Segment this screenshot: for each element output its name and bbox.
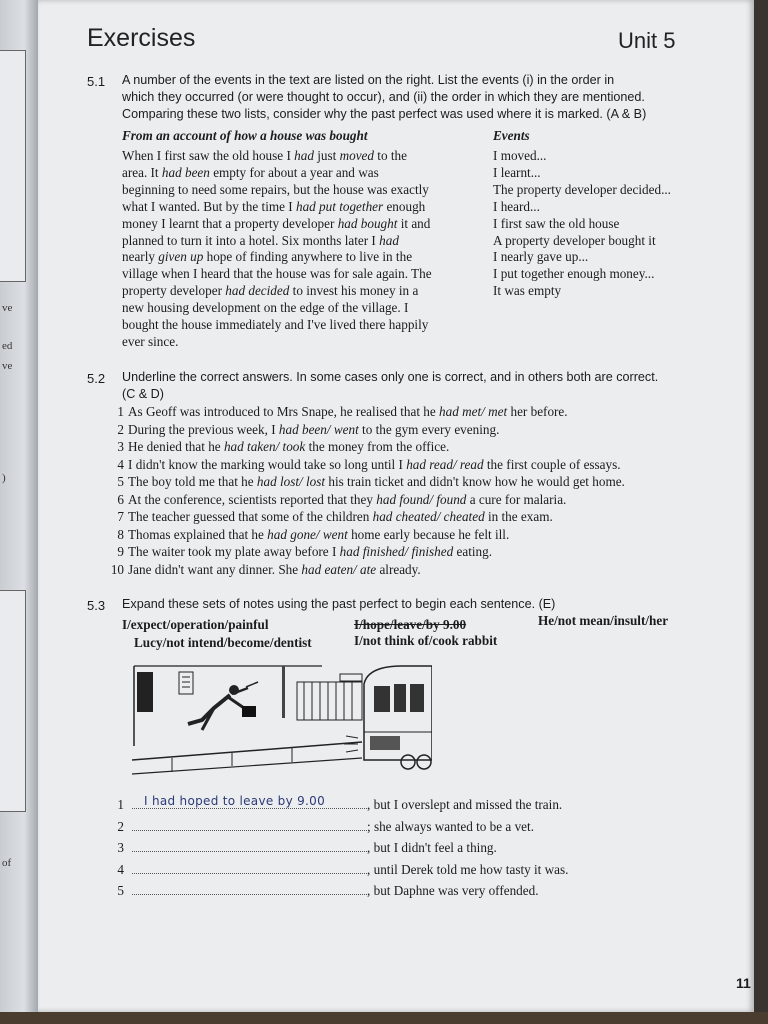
story-line (122, 300, 487, 317)
story-line (122, 148, 487, 165)
answer-blank[interactable] (132, 859, 367, 874)
note-set: I/not think of/cook rabbit (354, 633, 498, 648)
answer-blank[interactable] (132, 880, 367, 895)
item-number: 2 (117, 421, 124, 437)
item-number: 9 (117, 544, 124, 559)
instruction-line: Comparing these two lists, consider why the past perfect was used where it is marked. (A & B) (122, 107, 647, 121)
item-number: 3 (117, 840, 124, 855)
facing-page-box (0, 50, 26, 282)
event-item: It was empty (493, 283, 562, 299)
event-item: I moved... (493, 148, 547, 163)
text-run: At the conference, scientists reported that they (128, 491, 377, 507)
answer-lines (110, 794, 568, 902)
item-number: 4 (117, 456, 124, 472)
text-run: it and (397, 215, 431, 231)
note-set: I/expect/operation/painful (122, 617, 269, 632)
item-number: 5 (117, 883, 124, 898)
answer-line (110, 859, 568, 881)
text-run: As Geoff was introduced to Mrs Snape, he realised that he (128, 404, 440, 419)
sentence-item (108, 438, 625, 456)
text-run: I didn't know the marking would take so long until I (128, 456, 407, 472)
facing-page-text: ve (2, 360, 13, 372)
event-item: I first saw the old house (493, 215, 620, 231)
page-number: 11 (736, 975, 751, 991)
exercise-instructions (122, 72, 742, 123)
story-line (122, 182, 487, 199)
item-number: 3 (117, 439, 124, 454)
unit-label: Unit 5 (618, 28, 676, 53)
marked-verb: had read/ read (406, 456, 484, 472)
facing-page-text: ve (2, 302, 13, 314)
marked-verb: had been (161, 164, 210, 180)
item-number: 2 (117, 818, 124, 834)
text-run: home early because he felt ill. (347, 526, 510, 542)
story-heading: From an account of how a house was bought (122, 128, 368, 143)
instruction-line: which they occurred (or were thought to occur), and (ii) the order in which they are mentioned. (122, 90, 645, 104)
text-run: ever since. (122, 333, 179, 349)
exercise-instructions: Expand these sets of notes using the past perfect to begin each sentence. (E) (122, 597, 556, 611)
answer-blank[interactable] (132, 794, 367, 809)
marked-verb: given up (158, 249, 204, 265)
instruction-line: A number of the events in the text are listed on the right. List the events (i) in the order in (122, 73, 615, 87)
sentence-item (108, 403, 625, 421)
sentence-item (108, 561, 625, 579)
handwritten-answer: I had hoped to leave by 9.00 (144, 794, 326, 808)
story-line (122, 216, 487, 233)
text-run: the first couple of essays. (483, 456, 621, 472)
text-run: The teacher guessed that some of the children (128, 509, 373, 524)
text-run: to the gym every evening. (358, 421, 500, 437)
marked-verb: had gone/ went (267, 526, 348, 542)
sentence-item (108, 473, 625, 491)
event-item: I learnt... (493, 164, 541, 180)
sentence-ending: , but I didn't feel a thing. (367, 840, 497, 855)
text-run: money I learnt that a property developer (122, 215, 338, 231)
sentence-item (108, 491, 625, 509)
instruction-line: Underline the correct answers. In some cases only one is correct, and in others both are correct. (122, 370, 659, 384)
answer-line (110, 837, 568, 859)
marked-verb: had put together (295, 198, 384, 214)
marked-verb: had finished/ finished (339, 544, 454, 559)
train-illustration (132, 662, 432, 780)
text-run: eating. (453, 544, 493, 559)
text-run: nearly (122, 249, 159, 265)
book-page (38, 0, 754, 1012)
story-line (122, 249, 487, 266)
story-line (122, 317, 487, 334)
text-run: enough (383, 198, 426, 214)
text-run: When I first saw the old house I (122, 148, 295, 163)
item-number: 1 (117, 404, 124, 419)
sentence-item (108, 508, 625, 526)
page-title: Exercises (87, 24, 196, 52)
note-set: Lucy/not intend/become/dentist (134, 635, 312, 650)
facing-page-text: ) (2, 472, 6, 484)
text-run: her before. (507, 404, 568, 419)
text-run: area. It (122, 164, 162, 180)
story-text (122, 148, 487, 351)
text-run: empty for about a year and was (209, 164, 379, 180)
marked-verb: had cheated/ cheated (372, 509, 485, 524)
marked-verb: had decided (225, 283, 290, 299)
text-run: a cure for malaria. (466, 491, 567, 507)
text-run: in the exam. (484, 509, 553, 524)
instruction-line: (C & D) (122, 387, 164, 401)
text-run: property developer (122, 283, 226, 299)
text-run: already. (376, 561, 421, 577)
sentence-ending: ; she always wanted to be a vet. (367, 818, 534, 834)
item-number: 7 (117, 509, 124, 524)
sentence-list (108, 403, 625, 578)
text-run: The boy told me that he (128, 474, 257, 489)
item-number: 4 (117, 861, 124, 877)
item-number: 10 (110, 561, 124, 577)
sentence-ending: , but Daphne was very offended. (367, 883, 539, 898)
text-run: The waiter took my plate away before I (128, 544, 340, 559)
story-line (122, 233, 487, 250)
sentence-ending: , but I overslept and missed the train. (367, 797, 563, 812)
text-run: what I wanted. But by the time I (122, 198, 296, 214)
event-item: I nearly gave up... (493, 249, 589, 265)
note-set: He/not mean/insult/her (538, 613, 669, 628)
event-item: A property developer bought it (493, 232, 656, 248)
story-line (122, 334, 487, 351)
events-heading: Events (493, 128, 530, 143)
marked-verb: moved (339, 148, 374, 163)
facing-page-box (0, 590, 26, 812)
answer-line (110, 816, 568, 838)
answer-blank[interactable] (132, 816, 367, 831)
text-run: planned to turn it into a hotel. Six months later I (122, 232, 380, 248)
exercise-number: 5.1 (87, 74, 106, 89)
marked-verb: had (294, 148, 314, 163)
text-run: just (313, 148, 340, 163)
marked-verb: had eaten/ ate (301, 561, 377, 577)
text-run: the money from the office. (305, 439, 450, 454)
event-item: The property developer decided... (493, 181, 671, 197)
text-run: his train ticket and didn't know how he would get home. (325, 474, 625, 489)
text-run: village when I heard that the house was for sale again. The (122, 266, 432, 282)
facing-page-edge (0, 0, 40, 1024)
text-run: new housing development on the edge of the village. I (122, 300, 409, 316)
item-number: 1 (117, 797, 124, 812)
exercise-instructions (122, 369, 742, 403)
marked-verb: had been/ went (278, 421, 359, 437)
sentence-item (108, 526, 625, 544)
sentence-item (108, 543, 625, 561)
item-number: 6 (117, 491, 124, 507)
text-run: Thomas explained that he (128, 526, 268, 542)
text-run: Jane didn't want any dinner. She (128, 561, 302, 577)
text-run: hope of finding anywhere to live in the (203, 249, 413, 265)
text-run: During the previous week, I (128, 421, 279, 437)
exercise-number: 5.2 (87, 371, 106, 386)
story-line (122, 283, 487, 300)
answer-line (110, 880, 568, 902)
story-line (122, 199, 487, 216)
facing-page-text: ed (2, 340, 13, 352)
note-set-crossed: I/hope/leave/by 9.00 (354, 617, 467, 632)
marked-verb: had (379, 232, 399, 248)
text-run: bought the house immediately and I've lived there happily (122, 317, 429, 333)
marked-verb: had met/ met (439, 404, 508, 419)
event-item: I put together enough money... (493, 266, 655, 282)
text-run: He denied that he (128, 439, 224, 454)
events-list (493, 148, 671, 300)
answer-line (110, 794, 568, 816)
sentence-item (108, 421, 625, 439)
story-line (122, 165, 487, 182)
marked-verb: had taken/ took (223, 439, 306, 454)
item-number: 5 (117, 474, 124, 489)
sentence-ending: , until Derek told me how tasty it was. (367, 861, 569, 877)
text-run: to invest his money in a (289, 283, 419, 299)
running-man-train-drawing (132, 662, 432, 780)
text-run: to the (374, 148, 407, 163)
facing-page-text: of (2, 857, 12, 869)
sentence-item (108, 456, 625, 474)
answer-blank[interactable] (132, 837, 367, 852)
table-surface (0, 1012, 768, 1024)
marked-verb: had bought (337, 215, 398, 231)
event-item: I heard... (493, 198, 540, 214)
item-number: 8 (117, 526, 124, 542)
story-line (122, 266, 487, 283)
exercise-number: 5.3 (87, 598, 106, 613)
marked-verb: had found/ found (376, 491, 467, 507)
text-run: beginning to need some repairs, but the house was exactly (122, 181, 429, 197)
marked-verb: had lost/ lost (256, 474, 326, 489)
